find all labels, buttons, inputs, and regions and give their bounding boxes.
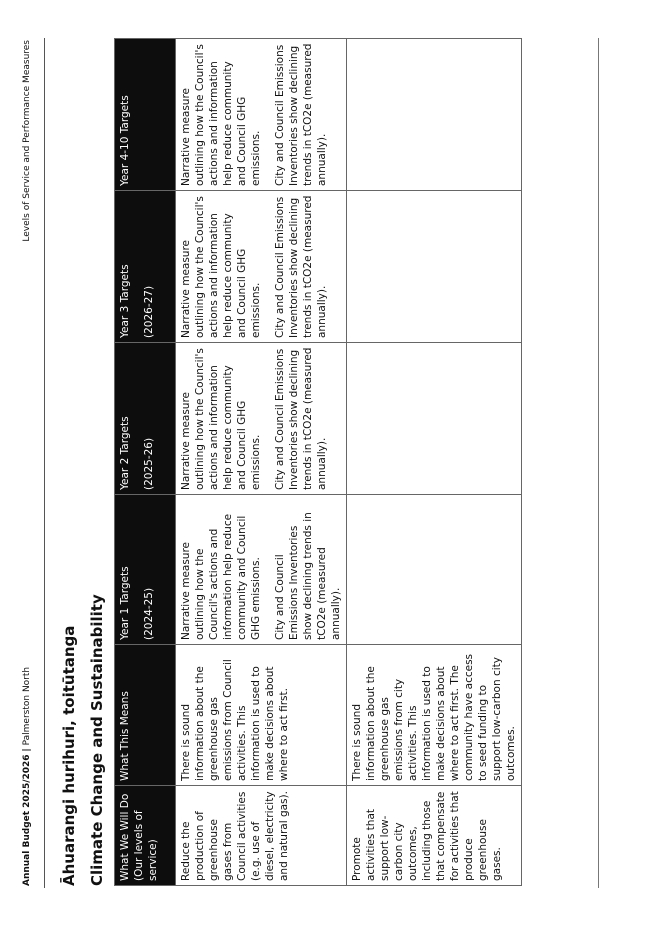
col-header-meaning: What This Means <box>115 645 176 786</box>
year3-target-cell <box>347 191 522 343</box>
org-name: Palmerston North <box>22 666 32 746</box>
year1-target-cell: Narrative measure outlining how the Council's actions and information help reduce community and Council GHG emissions. City and Council Emissions Inventories show declining trends in tCO2e (measured annually). <box>176 495 347 645</box>
year2-target-cell <box>347 343 522 495</box>
page-title: Āhuarangi hurihuri, toitūtanga <box>60 625 78 886</box>
header-separator: | <box>22 748 32 752</box>
year1-target-cell <box>347 495 522 645</box>
running-header-right: Levels of Service and Performance Measures <box>22 40 32 242</box>
doc-title: Annual Budget 2025/2026 <box>22 754 32 886</box>
col-header-year2: Year 2 Targets (2025-26) <box>115 343 176 495</box>
year4-10-target-cell <box>347 39 522 191</box>
table-row <box>347 39 522 886</box>
meaning-cell: There is sound information about the greenhouse gas emissions from city activities. This information is used to make decisions about where to act first. The community have access to seed funding to support low-carbon city outcomes. <box>347 645 522 786</box>
table-row <box>176 39 347 886</box>
col-header-year3: Year 3 Targets (2026-27) <box>115 191 176 343</box>
bottom-rule <box>598 38 599 888</box>
service-cell: Reduce the production of greenhouse gases from Council activities (e.g. use of diesel, electricity and natural gas). <box>176 786 347 886</box>
col-header-year1: Year 1 Targets (2024-25) <box>115 495 176 645</box>
header-rule <box>44 38 45 888</box>
col-header-service: What We Will Do (Our levels of service) <box>115 786 176 886</box>
running-header-left <box>22 667 32 886</box>
levels-of-service-table <box>114 38 522 886</box>
year3-target-cell: Narrative measure outlining how the Council's actions and information help reduce community and Council GHG emissions. City and Council Emissions Inventories show declining trends in tCO2e (measured annually). <box>176 191 347 343</box>
page-subtitle: Climate Change and Sustainability <box>88 594 106 886</box>
year4-10-target-cell: Narrative measure outlining how the Council's actions and information help reduce community and Council GHG emissions. City and Council Emissions Inventories show declining trends in tCO2e (measured annually). <box>176 39 347 191</box>
table-header-row <box>115 39 176 886</box>
year2-target-cell: Narrative measure outlining how the Council's actions and information help reduce community and Council GHG emissions. City and Council Emissions Inventories show declining trends in tCO2e (measured annually). <box>176 343 347 495</box>
service-cell: Promote activities that support low-carbon city outcomes, including those that compensate for activities that produce greenhouse gases. <box>347 786 522 886</box>
col-header-year4-10: Year 4-10 Targets <box>115 39 176 191</box>
meaning-cell: There is sound information about the greenhouse gas emissions from Council activities. This information is used to make decisions about where to act first. <box>176 645 347 786</box>
